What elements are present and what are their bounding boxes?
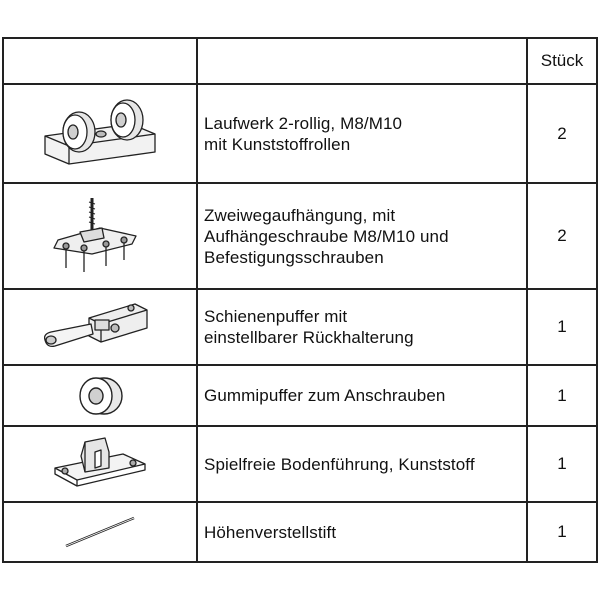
image-cell [3,426,197,502]
description-cell [197,426,527,502]
quantity-cell: 1 [527,289,597,365]
quantity-cell: 2 [527,84,597,183]
description-line: mit Kunststoffrollen [204,134,351,154]
description-line: Laufwerk 2-rollig, M8/M10 [204,113,403,133]
quantity-cell: 1 [527,426,597,502]
description-line: Zweiwegaufhängung, mit [204,205,396,225]
description-line: Höhenverstellstift [204,522,337,542]
image-cell [3,502,197,562]
roller-carriage-icon [35,94,165,174]
table-row [3,426,597,502]
description-line: Gummipuffer zum Anschrauben [204,386,446,405]
quantity-cell: 2 [527,183,597,289]
parts-table [2,37,598,563]
description-line: Aufhängeschraube M8/M10 und [204,226,449,246]
description-line: Befestigungsschrauben [204,247,384,267]
floor-guide-icon [45,434,155,494]
description-cell [197,365,527,426]
description-line: Schienenpuffer mit [204,307,348,326]
image-cell [3,183,197,289]
rubber-buffer-icon [70,371,130,421]
suspension-bracket-icon [40,192,160,280]
description-cell [197,502,527,562]
header-row [3,38,597,84]
height-adjust-pin-icon [60,512,140,552]
table-row [3,365,597,426]
description-line: einstellbarer Rückhalterung [204,328,414,347]
table-row [3,289,597,365]
image-cell [3,289,197,365]
header-desc-cell [197,38,527,84]
table-row [3,502,597,562]
image-cell [3,365,197,426]
description-cell [197,183,527,289]
description-cell [197,289,527,365]
quantity-cell: 1 [527,365,597,426]
table-row [3,84,597,183]
description-line: Spielfreie Bodenführung, Kunststoff [204,454,475,474]
quantity-cell: 1 [527,502,597,562]
table-row [3,183,597,289]
rail-buffer-icon [35,294,165,360]
description-cell [197,84,527,183]
qty-header: Stück [527,38,597,84]
image-cell [3,84,197,183]
header-empty-cell [3,38,197,84]
